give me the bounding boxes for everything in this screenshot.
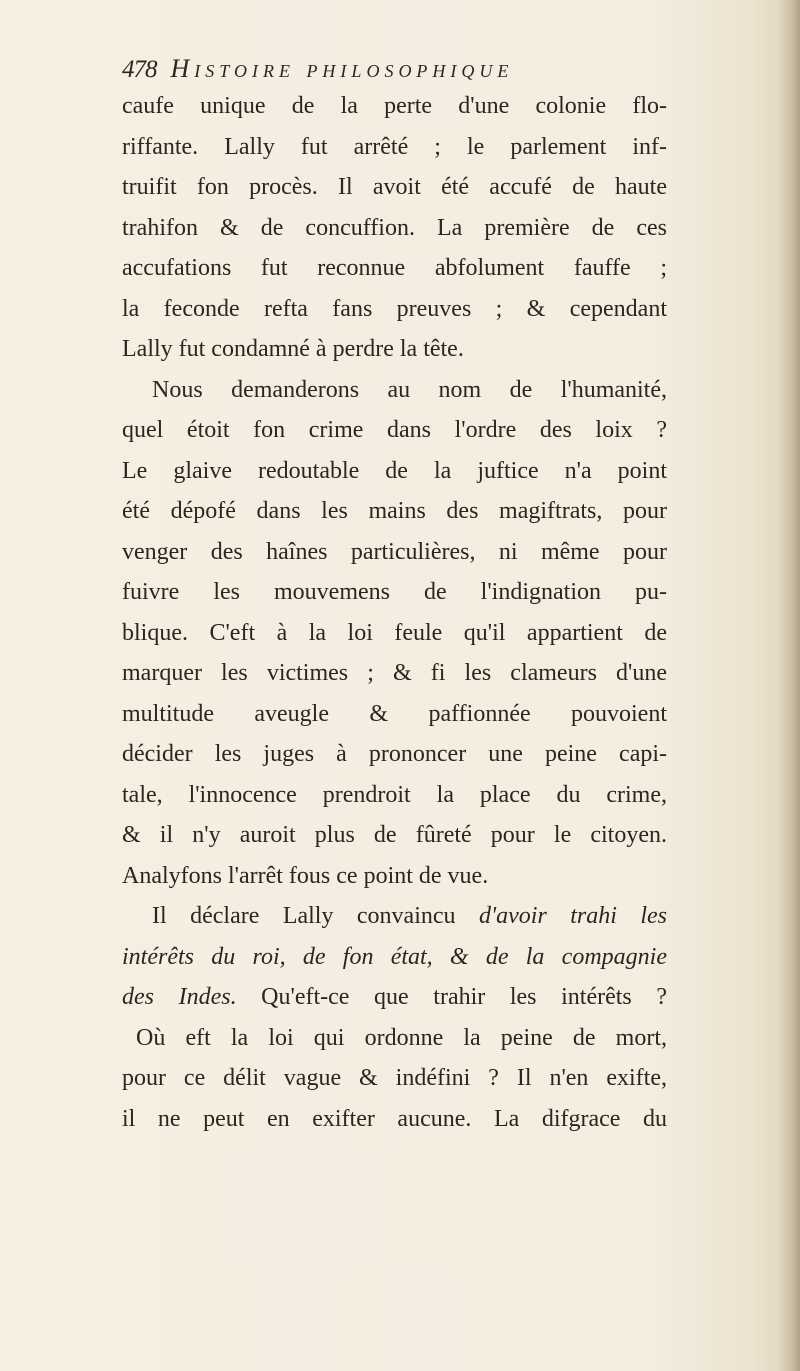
text-line: Le glaive redoutable de la juftice n'a point — [122, 457, 667, 484]
running-title: Histoire philosophique — [170, 54, 514, 83]
text-line: Où eft la loi qui ordonne la peine de mort, — [136, 1024, 667, 1051]
text-line: Lally fut condamné à perdre la tête. — [122, 336, 464, 362]
text-line: quel étoit fon crime dans l'ordre des loix ? — [122, 417, 667, 443]
page-number: 478 — [122, 56, 157, 83]
text-line: il ne peut en exifter aucune. La difgrace du — [122, 1105, 667, 1132]
text-line: caufe unique de la perte d'une colonie flo- — [122, 93, 667, 119]
text-line — [122, 896, 667, 937]
page-header — [122, 54, 662, 90]
text-line: multitude aveugle & paffionnée pouvoient — [122, 700, 667, 727]
italic-text-line: intérêts du roi, de fon état, & de la compagnie — [122, 943, 667, 970]
text-line — [122, 977, 667, 1018]
text-line: décider les juges à prononcer une peine capi- — [122, 741, 667, 767]
text-run: Qu'eft-ce que trahir les intérêts ? — [236, 984, 667, 1010]
text-run: Il déclare Lally convaincu — [152, 903, 479, 929]
text-line: pour ce délit vague & indéfini ? Il n'en exifte, — [122, 1065, 667, 1091]
italic-text-run: des Indes. — [122, 984, 237, 1010]
text-line: été dépofé dans les mains des magiftrats, pour — [122, 498, 667, 524]
text-line: marquer les victimes ; & fi les clameurs d'une — [122, 660, 667, 686]
text-line: & il n'y auroit plus de fûreté pour le citoyen. — [122, 822, 667, 848]
text-line: blique. C'eft à la loi feule qu'il appartient de — [122, 619, 667, 646]
text-line: accufations fut reconnue abfolument fauffe ; — [122, 255, 667, 281]
body-text — [122, 86, 667, 1139]
text-line: Nous demanderons au nom de l'humanité, — [152, 376, 667, 403]
text-line: tale, l'innocence prendroit la place du crime, — [122, 781, 667, 808]
text-line: la feconde refta fans preuves ; & cependant — [122, 295, 667, 322]
italic-text-run: d'avoir trahi les — [478, 903, 667, 929]
text-line: venger des haînes particulières, ni même pour — [122, 538, 667, 565]
text-line: fuivre les mouvemens de l'indignation pu- — [122, 579, 667, 605]
text-line: trahifon & de concuffion. La première de ces — [122, 214, 667, 241]
page-edge-shadow — [778, 0, 800, 1371]
text-line: riffante. Lally fut arrêté ; le parlement inf- — [122, 133, 667, 160]
text-line: truifit fon procès. Il avoit été accufé de haute — [122, 174, 667, 200]
text-line: Analyfons l'arrêt fous ce point de vue. — [122, 862, 489, 889]
